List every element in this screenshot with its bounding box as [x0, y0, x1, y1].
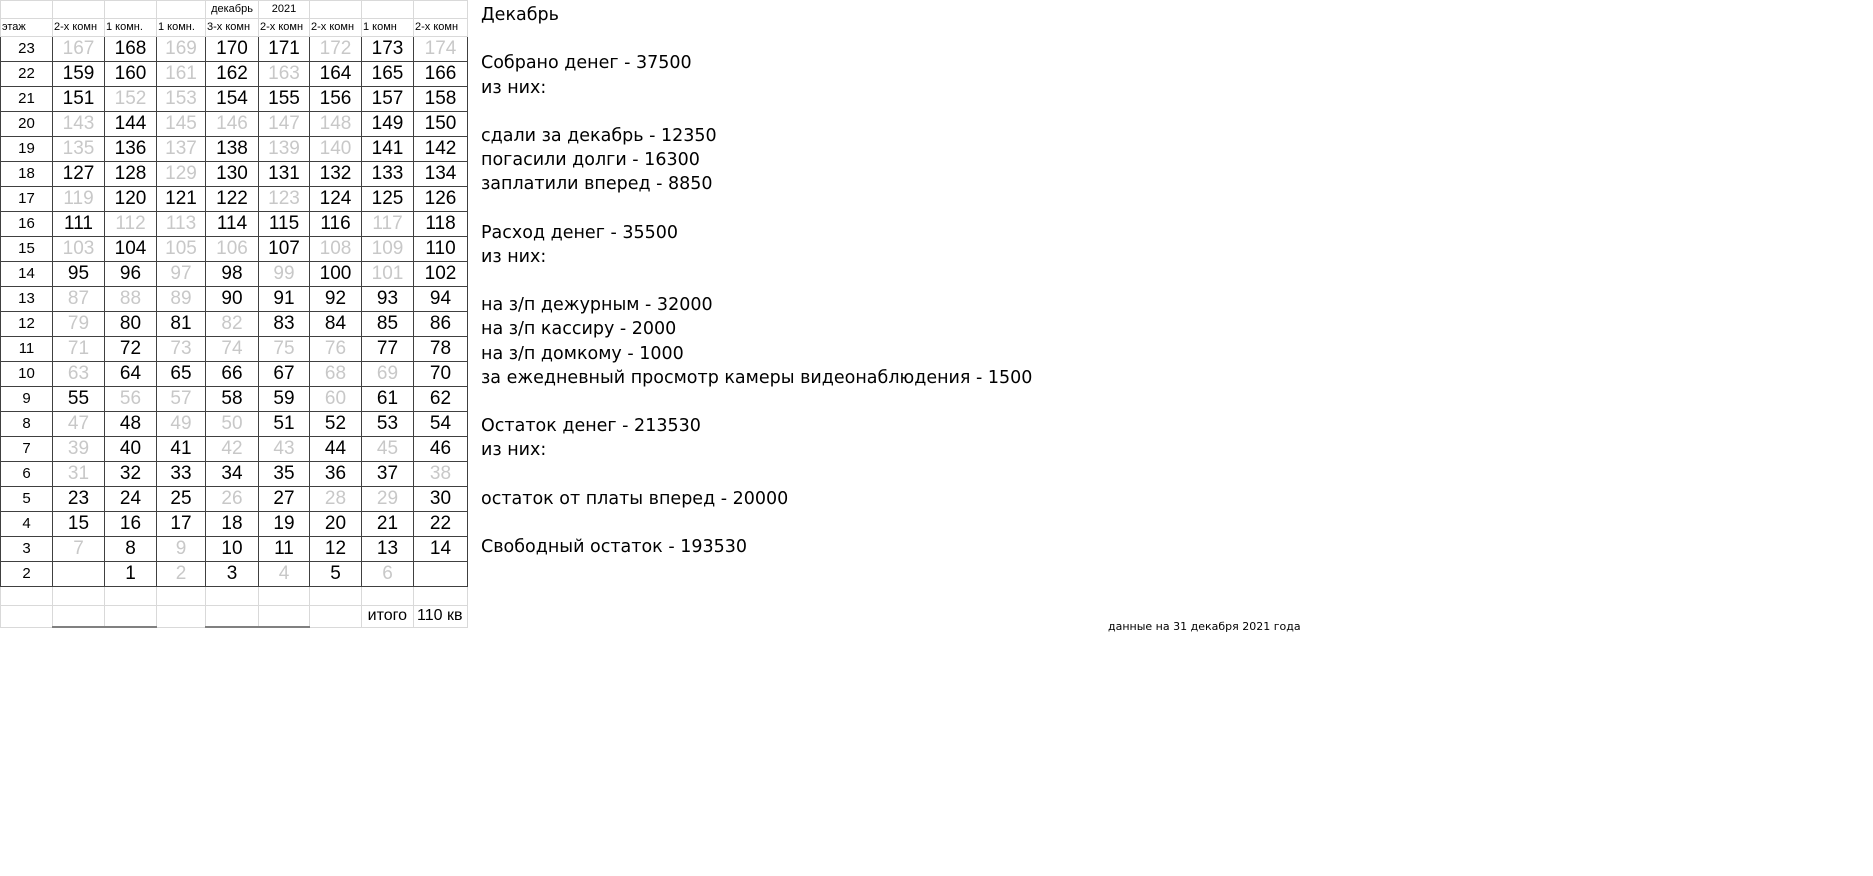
floor-number[interactable]: 21 [1, 87, 53, 112]
apartment-cell[interactable]: 140 [310, 137, 362, 162]
apartment-cell[interactable]: 172 [310, 37, 362, 62]
apartment-cell[interactable]: 123 [259, 187, 310, 212]
apartment-cell[interactable]: 11 [259, 537, 310, 562]
apartment-cell[interactable]: 13 [362, 537, 414, 562]
apartment-cell[interactable]: 63 [53, 362, 105, 387]
apartment-cell[interactable]: 148 [310, 112, 362, 137]
apartment-cell[interactable]: 149 [362, 112, 414, 137]
table-row [1, 437, 468, 462]
table-row [1, 187, 468, 212]
floor-number[interactable]: 2 [1, 562, 53, 587]
month-year-row [1, 1, 468, 19]
apartment-cell[interactable]: 57 [157, 387, 206, 412]
table-row [1, 162, 468, 187]
apartment-cell[interactable]: 150 [414, 112, 468, 137]
apartment-cell[interactable]: 6 [362, 562, 414, 587]
apartment-cell[interactable]: 133 [362, 162, 414, 187]
apartment-cell[interactable]: 55 [53, 387, 105, 412]
table-row [1, 62, 468, 87]
apartment-cell[interactable]: 76 [310, 337, 362, 362]
apartment-cell[interactable]: 61 [362, 387, 414, 412]
apartment-cell[interactable]: 2 [157, 562, 206, 587]
apartment-cell[interactable]: 138 [206, 137, 259, 162]
apartment-cell[interactable]: 68 [310, 362, 362, 387]
apartment-cell[interactable]: 126 [414, 187, 468, 212]
apartment-cell[interactable]: 79 [53, 312, 105, 337]
report-spacer [481, 100, 1181, 124]
apartment-cell[interactable]: 54 [414, 412, 468, 437]
report-line: остаток от платы вперед - 20000 [481, 488, 789, 509]
table-row [1, 87, 468, 112]
apartment-cell[interactable]: 168 [105, 37, 157, 62]
apartment-cell[interactable]: 89 [157, 287, 206, 312]
floor-number[interactable]: 14 [1, 262, 53, 287]
floor-number[interactable]: 6 [1, 462, 53, 487]
apartment-cell[interactable]: 3 [206, 562, 259, 587]
floor-number[interactable]: 13 [1, 287, 53, 312]
month-cell[interactable]: декабрь [206, 1, 259, 19]
apartment-cell[interactable]: 157 [362, 87, 414, 112]
apartment-cell[interactable]: 29 [362, 487, 414, 512]
floor-number[interactable]: 8 [1, 412, 53, 437]
apartment-cell[interactable]: 160 [105, 62, 157, 87]
apartment-cell[interactable]: 154 [206, 87, 259, 112]
apartment-cell[interactable]: 58 [206, 387, 259, 412]
apartment-cell[interactable]: 52 [310, 412, 362, 437]
apartment-cell[interactable]: 173 [362, 37, 414, 62]
report-spacer [481, 269, 1181, 293]
report-spacer [481, 197, 1181, 221]
column-header[interactable]: 1 комн. [157, 19, 206, 37]
report-line: из них: [481, 77, 547, 98]
apartment-cell[interactable]: 107 [259, 237, 310, 262]
apartment-cell[interactable]: 40 [105, 437, 157, 462]
apartment-cell[interactable]: 91 [259, 287, 310, 312]
apartment-cell[interactable]: 124 [310, 187, 362, 212]
apartment-cell[interactable] [414, 562, 468, 587]
apartment-cell[interactable]: 18 [206, 512, 259, 537]
column-header[interactable]: 1 комн. [105, 19, 157, 37]
table-row [1, 212, 468, 237]
apartment-cell[interactable]: 23 [53, 487, 105, 512]
table-row [1, 487, 468, 512]
apartment-cell[interactable]: 120 [105, 187, 157, 212]
apartment-cell[interactable]: 146 [206, 112, 259, 137]
apartment-cell[interactable]: 127 [53, 162, 105, 187]
report-line: из них: [481, 246, 547, 267]
apartment-cell[interactable]: 109 [362, 237, 414, 262]
apartment-cell[interactable]: 159 [53, 62, 105, 87]
report-line: сдали за декабрь - 12350 [481, 125, 717, 146]
apartment-cell[interactable]: 106 [206, 237, 259, 262]
apartment-cell[interactable]: 105 [157, 237, 206, 262]
apartment-cell[interactable]: 39 [53, 437, 105, 462]
apartment-cell[interactable]: 7 [53, 537, 105, 562]
apartment-cell[interactable]: 144 [105, 112, 157, 137]
apartment-cell[interactable]: 111 [53, 212, 105, 237]
apartment-cell[interactable]: 170 [206, 37, 259, 62]
table-row [1, 462, 468, 487]
report-spacer [481, 463, 1181, 487]
apartment-cell[interactable]: 129 [157, 162, 206, 187]
column-header[interactable]: 1 комн [362, 19, 414, 37]
apartment-cell[interactable]: 134 [414, 162, 468, 187]
apartment-cell[interactable]: 26 [206, 487, 259, 512]
apartment-cell[interactable]: 44 [310, 437, 362, 462]
apartment-cell[interactable]: 164 [310, 62, 362, 87]
apartment-cell[interactable]: 16 [105, 512, 157, 537]
apartment-cell[interactable]: 80 [105, 312, 157, 337]
apartment-cell[interactable]: 171 [259, 37, 310, 62]
report-line: Остаток денег - 213530 [481, 416, 701, 437]
report-line: на з/п дежурным - 32000 [481, 295, 713, 316]
floor-number[interactable]: 12 [1, 312, 53, 337]
apartment-cell[interactable]: 77 [362, 337, 414, 362]
apartment-cell[interactable]: 15 [53, 512, 105, 537]
apartment-cell[interactable]: 5 [310, 562, 362, 587]
apartment-cell[interactable]: 9 [157, 537, 206, 562]
apartment-cell[interactable]: 101 [362, 262, 414, 287]
total-value[interactable]: 110 кв [414, 606, 468, 628]
report-line: Декабрь [481, 5, 559, 25]
column-header[interactable]: 3-х комн [206, 19, 259, 37]
apartment-cell[interactable]: 118 [414, 212, 468, 237]
table-row [1, 337, 468, 362]
apartment-cell[interactable]: 81 [157, 312, 206, 337]
apartment-cell[interactable]: 73 [157, 337, 206, 362]
table-row [1, 287, 468, 312]
apartment-cell[interactable]: 27 [259, 487, 310, 512]
apartment-cell[interactable]: 102 [414, 262, 468, 287]
table-footer [1, 587, 468, 628]
apartment-cell[interactable]: 147 [259, 112, 310, 137]
floor-number[interactable]: 23 [1, 37, 53, 62]
apartment-cell[interactable]: 36 [310, 462, 362, 487]
report-date-note[interactable]: данные на 31 декабря 2021 года [1108, 620, 1301, 633]
apartment-cell[interactable]: 158 [414, 87, 468, 112]
report-line: за ежедневный просмотр камеры видеонаблюдения - 1500 [481, 367, 1033, 388]
apartment-cell[interactable]: 85 [362, 312, 414, 337]
table-row [1, 562, 468, 587]
apartment-cell[interactable]: 97 [157, 262, 206, 287]
apartment-cell[interactable]: 132 [310, 162, 362, 187]
apartment-cell[interactable]: 45 [362, 437, 414, 462]
floor-number[interactable]: 5 [1, 487, 53, 512]
apartment-cell[interactable]: 131 [259, 162, 310, 187]
apartment-cell[interactable]: 142 [414, 137, 468, 162]
apartment-cell[interactable]: 108 [310, 237, 362, 262]
apartment-cell[interactable]: 74 [206, 337, 259, 362]
apartment-cell[interactable]: 46 [414, 437, 468, 462]
table-row [1, 362, 468, 387]
apartment-cell[interactable]: 114 [206, 212, 259, 237]
floor-number[interactable]: 11 [1, 337, 53, 362]
apartment-cell[interactable]: 83 [259, 312, 310, 337]
apartment-cell[interactable]: 153 [157, 87, 206, 112]
apartment-cell[interactable]: 135 [53, 137, 105, 162]
report-line: погасили долги - 16300 [481, 150, 700, 171]
apartment-cell[interactable]: 34 [206, 462, 259, 487]
apartment-cell[interactable]: 64 [105, 362, 157, 387]
report-line: Собрано денег - 37500 [481, 53, 692, 74]
apartment-cell[interactable]: 163 [259, 62, 310, 87]
apartment-cell[interactable]: 121 [157, 187, 206, 212]
apartment-cell[interactable]: 65 [157, 362, 206, 387]
report-line: из них: [481, 440, 547, 461]
apartment-cell[interactable]: 145 [157, 112, 206, 137]
apartment-cell[interactable] [53, 562, 105, 587]
apartment-cell[interactable]: 99 [259, 262, 310, 287]
apartment-cell[interactable]: 122 [206, 187, 259, 212]
report-line: на з/п кассиру - 2000 [481, 319, 677, 340]
apartment-cell[interactable]: 69 [362, 362, 414, 387]
apartment-grid [1, 37, 468, 587]
apartment-cell[interactable]: 8 [105, 537, 157, 562]
apartment-cell[interactable]: 94 [414, 287, 468, 312]
apartment-cell[interactable]: 30 [414, 487, 468, 512]
apartment-cell[interactable]: 38 [414, 462, 468, 487]
apartment-cell[interactable]: 42 [206, 437, 259, 462]
table-row [1, 412, 468, 437]
apartment-cell[interactable]: 96 [105, 262, 157, 287]
apartment-cell[interactable]: 87 [53, 287, 105, 312]
floor-number[interactable]: 10 [1, 362, 53, 387]
report-line: Расход денег - 35500 [481, 222, 679, 243]
floor-header[interactable]: этаж [1, 19, 53, 37]
apartment-cell[interactable]: 75 [259, 337, 310, 362]
total-label[interactable]: итого [362, 606, 414, 628]
column-header-row [1, 19, 468, 37]
apartment-cell[interactable]: 28 [310, 487, 362, 512]
apartment-cell[interactable]: 116 [310, 212, 362, 237]
apartment-cell[interactable]: 137 [157, 137, 206, 162]
apartment-cell[interactable]: 41 [157, 437, 206, 462]
apartment-cell[interactable]: 162 [206, 62, 259, 87]
report-line: заплатили вперед - 8850 [481, 174, 713, 195]
apartment-cell[interactable]: 152 [105, 87, 157, 112]
apartment-cell[interactable]: 143 [53, 112, 105, 137]
apartment-cell[interactable]: 115 [259, 212, 310, 237]
report-line: на з/п домкому - 1000 [481, 343, 684, 364]
table-row [1, 237, 468, 262]
apartment-cell[interactable]: 50 [206, 412, 259, 437]
apartment-cell[interactable]: 112 [105, 212, 157, 237]
apartment-cell[interactable]: 37 [362, 462, 414, 487]
apartment-cell[interactable]: 82 [206, 312, 259, 337]
apartment-cell[interactable]: 130 [206, 162, 259, 187]
blank-row [1, 587, 468, 606]
report-spacer [481, 390, 1181, 414]
apartment-cell[interactable]: 70 [414, 362, 468, 387]
apartment-cell[interactable]: 1 [105, 562, 157, 587]
apartment-cell[interactable]: 32 [105, 462, 157, 487]
apartment-cell[interactable]: 90 [206, 287, 259, 312]
total-row [1, 606, 468, 628]
apartment-cell[interactable]: 20 [310, 512, 362, 537]
floor-number[interactable]: 17 [1, 187, 53, 212]
apartment-cell[interactable]: 59 [259, 387, 310, 412]
floor-number[interactable]: 22 [1, 62, 53, 87]
report-line: Свободный остаток - 193530 [481, 537, 747, 558]
report-spacer [481, 27, 1181, 51]
apartment-cell[interactable]: 25 [157, 487, 206, 512]
apartment-cell[interactable]: 165 [362, 62, 414, 87]
apartment-cell[interactable]: 66 [206, 362, 259, 387]
column-header[interactable]: 2-х комн [259, 19, 310, 37]
financial-report [481, 3, 1181, 559]
apartment-cell[interactable]: 60 [310, 387, 362, 412]
apartment-cell[interactable]: 72 [105, 337, 157, 362]
apartment-cell[interactable]: 161 [157, 62, 206, 87]
apartment-cell[interactable]: 78 [414, 337, 468, 362]
table-row [1, 262, 468, 287]
floor-number[interactable]: 18 [1, 162, 53, 187]
apartment-cell[interactable]: 48 [105, 412, 157, 437]
column-header[interactable]: 2-х комн [310, 19, 362, 37]
floor-number[interactable]: 16 [1, 212, 53, 237]
apartment-cell[interactable]: 95 [53, 262, 105, 287]
apartment-cell[interactable]: 51 [259, 412, 310, 437]
apartment-cell[interactable]: 93 [362, 287, 414, 312]
apartment-cell[interactable]: 47 [53, 412, 105, 437]
apartment-cell[interactable]: 35 [259, 462, 310, 487]
floor-number[interactable]: 19 [1, 137, 53, 162]
apartment-cell[interactable]: 128 [105, 162, 157, 187]
apartment-cell[interactable]: 166 [414, 62, 468, 87]
apartment-cell[interactable]: 43 [259, 437, 310, 462]
report-spacer [481, 511, 1181, 535]
apartment-cell[interactable]: 113 [157, 212, 206, 237]
apartment-cell[interactable]: 12 [310, 537, 362, 562]
apartment-cell[interactable]: 10 [206, 537, 259, 562]
apartment-cell[interactable]: 141 [362, 137, 414, 162]
apartment-cell[interactable]: 174 [414, 37, 468, 62]
apartment-cell[interactable]: 84 [310, 312, 362, 337]
apartment-cell[interactable]: 21 [362, 512, 414, 537]
table-row [1, 512, 468, 537]
apartment-cell[interactable]: 100 [310, 262, 362, 287]
apartment-cell[interactable]: 71 [53, 337, 105, 362]
floor-number[interactable]: 9 [1, 387, 53, 412]
apartment-cell[interactable]: 4 [259, 562, 310, 587]
apartment-cell[interactable]: 119 [53, 187, 105, 212]
apartment-cell[interactable]: 155 [259, 87, 310, 112]
year-cell[interactable]: 2021 [259, 1, 310, 19]
table-row [1, 537, 468, 562]
floor-number[interactable]: 15 [1, 237, 53, 262]
apartment-cell[interactable]: 92 [310, 287, 362, 312]
apartment-cell[interactable]: 167 [53, 37, 105, 62]
apartment-cell[interactable]: 19 [259, 512, 310, 537]
column-header[interactable]: 2-х комн [53, 19, 105, 37]
apartment-cell[interactable]: 156 [310, 87, 362, 112]
apartment-cell[interactable]: 125 [362, 187, 414, 212]
table-row [1, 312, 468, 337]
floor-number[interactable]: 4 [1, 512, 53, 537]
apartment-cell[interactable]: 151 [53, 87, 105, 112]
apartment-cell[interactable]: 62 [414, 387, 468, 412]
apartment-cell[interactable]: 169 [157, 37, 206, 62]
apartment-cell[interactable]: 103 [53, 237, 105, 262]
apartment-cell[interactable]: 117 [362, 212, 414, 237]
apartment-cell[interactable]: 136 [105, 137, 157, 162]
apartment-table [0, 0, 468, 628]
apartment-cell[interactable]: 31 [53, 462, 105, 487]
apartment-cell[interactable]: 17 [157, 512, 206, 537]
apartment-cell[interactable]: 56 [105, 387, 157, 412]
table-row [1, 137, 468, 162]
table-row [1, 387, 468, 412]
apartment-cell[interactable]: 88 [105, 287, 157, 312]
apartment-cell[interactable]: 110 [414, 237, 468, 262]
apartment-cell[interactable]: 67 [259, 362, 310, 387]
apartment-cell[interactable]: 22 [414, 512, 468, 537]
apartment-cell[interactable]: 24 [105, 487, 157, 512]
apartment-cell[interactable]: 49 [157, 412, 206, 437]
floor-number[interactable]: 20 [1, 112, 53, 137]
apartment-cell[interactable]: 139 [259, 137, 310, 162]
floor-number[interactable]: 7 [1, 437, 53, 462]
apartment-cell[interactable]: 33 [157, 462, 206, 487]
apartment-cell[interactable]: 98 [206, 262, 259, 287]
table-row [1, 112, 468, 137]
column-header[interactable]: 2-х комн [414, 19, 468, 37]
apartment-cell[interactable]: 14 [414, 537, 468, 562]
apartment-cell[interactable]: 104 [105, 237, 157, 262]
floor-number[interactable]: 3 [1, 537, 53, 562]
apartment-cell[interactable]: 53 [362, 412, 414, 437]
table-row [1, 37, 468, 62]
apartment-cell[interactable]: 86 [414, 312, 468, 337]
